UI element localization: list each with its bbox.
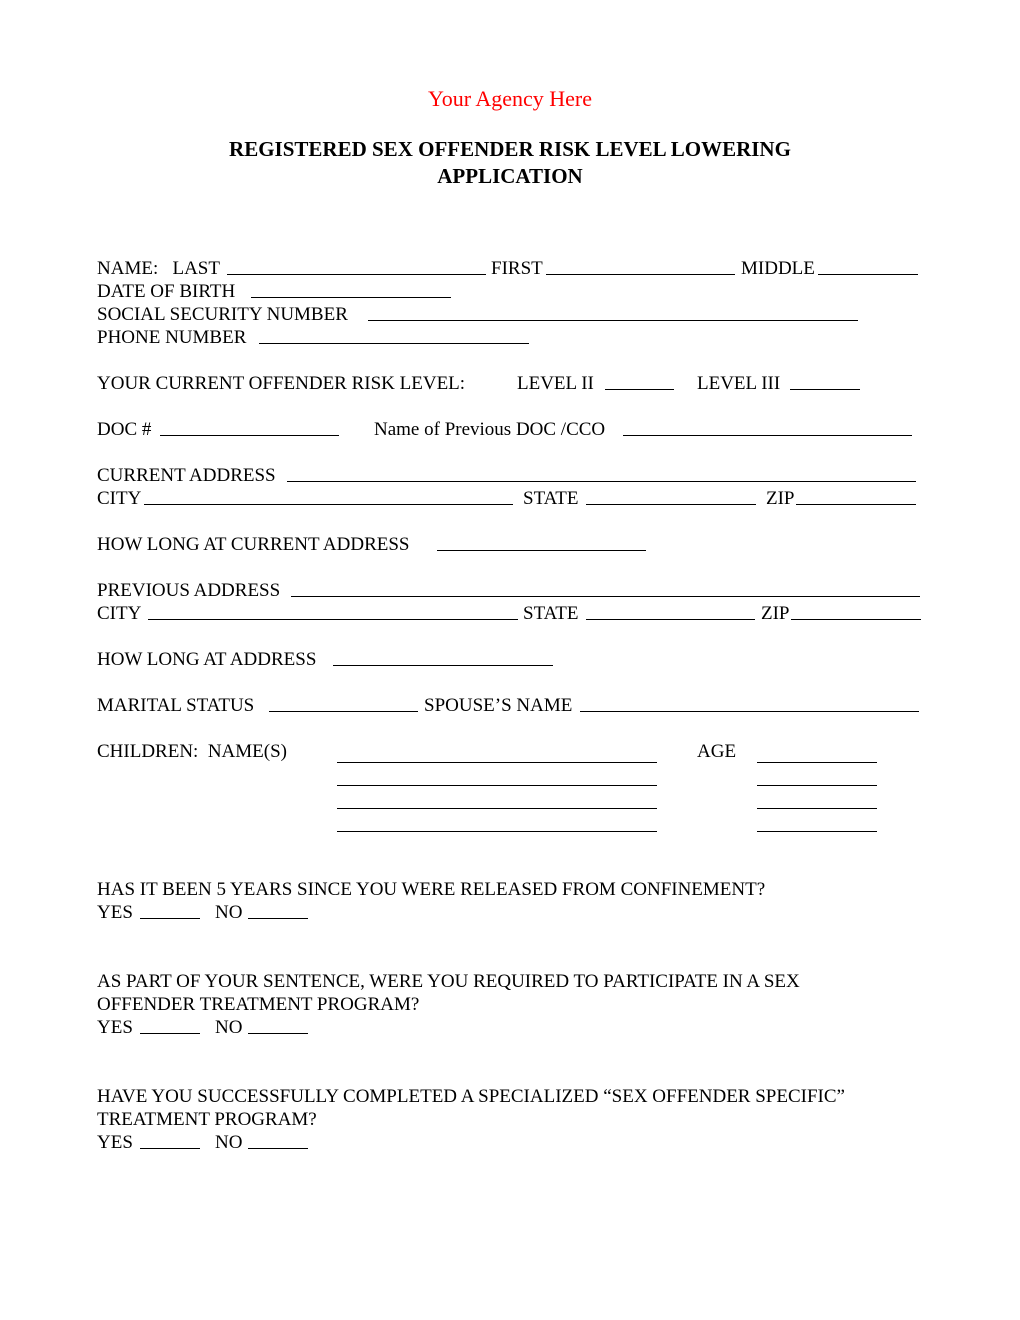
level-3-field[interactable] (790, 371, 860, 390)
age-label: AGE (697, 741, 737, 762)
current-state-label: STATE (523, 488, 579, 509)
current-address-label: CURRENT ADDRESS (97, 465, 276, 486)
current-address-field[interactable] (287, 463, 916, 482)
question-1-text: HAS IT BEEN 5 YEARS SINCE YOU WERE RELEASED FROM CONFINEMENT? (97, 879, 766, 900)
ssn-field[interactable] (368, 302, 858, 321)
agency-name: Your Agency Here (428, 86, 592, 111)
question-2-text-cont: OFFENDER TREATMENT PROGRAM? (97, 994, 420, 1015)
middle-name-label: MIDDLE (741, 258, 815, 279)
last-name-label: NAME: LAST (97, 258, 220, 279)
how-long-current-field[interactable] (437, 532, 646, 551)
spouse-name-field[interactable] (580, 693, 919, 712)
question-2-yes-label: YES (97, 1017, 133, 1038)
first-name-label: FIRST (491, 258, 543, 279)
current-city-label: CITY (97, 488, 142, 509)
current-zip-label: ZIP (766, 488, 795, 509)
previous-doc-field[interactable] (623, 417, 912, 436)
question-1-yes-field[interactable] (140, 900, 200, 919)
question-1-no-label: NO (215, 902, 243, 923)
level-2-field[interactable] (605, 371, 674, 390)
question-2-text: AS PART OF YOUR SENTENCE, WERE YOU REQUIRED TO PARTICIPATE IN A SEX (97, 971, 800, 992)
how-long-label: HOW LONG AT ADDRESS (97, 649, 317, 670)
previous-city-label: CITY (97, 603, 142, 624)
question-1-yes-label: YES (97, 902, 133, 923)
question-2-no-label: NO (215, 1017, 243, 1038)
spouse-name-label: SPOUSE’S NAME (424, 695, 573, 716)
previous-state-field[interactable] (586, 601, 755, 620)
dob-label: DATE OF BIRTH (97, 281, 236, 302)
dob-field[interactable] (251, 279, 451, 298)
previous-state-label: STATE (523, 603, 579, 624)
question-3-no-label: NO (215, 1132, 243, 1153)
doc-number-label: DOC # (97, 419, 152, 440)
form-title-line2: APPLICATION (437, 164, 583, 188)
question-2-no-field[interactable] (248, 1015, 308, 1034)
form-title-line1: REGISTERED SEX OFFENDER RISK LEVEL LOWERING (229, 137, 791, 161)
phone-label: PHONE NUMBER (97, 327, 247, 348)
marital-status-label: MARITAL STATUS (97, 695, 255, 716)
how-long-field[interactable] (333, 647, 553, 666)
previous-address-label: PREVIOUS ADDRESS (97, 580, 281, 601)
child-name-field[interactable] (337, 744, 657, 763)
first-name-field[interactable] (546, 256, 735, 275)
question-1-no-field[interactable] (248, 900, 308, 919)
question-2-yes-field[interactable] (140, 1015, 200, 1034)
risk-level-label: YOUR CURRENT OFFENDER RISK LEVEL: (97, 373, 466, 394)
middle-name-field[interactable] (818, 256, 918, 275)
children-label: CHILDREN: NAME(S) (97, 741, 287, 762)
phone-field[interactable] (259, 325, 529, 344)
question-3-yes-label: YES (97, 1132, 133, 1153)
child-name-field[interactable] (337, 790, 657, 809)
current-zip-field[interactable] (796, 486, 916, 505)
previous-city-field[interactable] (148, 601, 518, 620)
question-3-text: HAVE YOU SUCCESSFULLY COMPLETED A SPECIALIZED “SEX OFFENDER SPECIFIC” (97, 1086, 845, 1107)
child-age-field[interactable] (757, 790, 877, 809)
current-state-field[interactable] (586, 486, 756, 505)
ssn-label: SOCIAL SECURITY NUMBER (97, 304, 348, 325)
child-age-field[interactable] (757, 767, 877, 786)
child-name-field[interactable] (337, 767, 657, 786)
child-age-field[interactable] (757, 744, 877, 763)
marital-status-field[interactable] (269, 693, 418, 712)
question-3-text-cont: TREATMENT PROGRAM? (97, 1109, 317, 1130)
previous-zip-field[interactable] (791, 601, 921, 620)
question-3-yes-field[interactable] (140, 1130, 200, 1149)
previous-doc-label: Name of Previous DOC /CCO (374, 419, 606, 440)
previous-zip-label: ZIP (761, 603, 790, 624)
child-name-field[interactable] (337, 813, 657, 832)
doc-number-field[interactable] (160, 417, 339, 436)
question-3-no-field[interactable] (248, 1130, 308, 1149)
previous-address-field[interactable] (291, 578, 920, 597)
level-3-label: LEVEL III (697, 373, 781, 394)
how-long-current-label: HOW LONG AT CURRENT ADDRESS (97, 534, 410, 555)
current-city-field[interactable] (144, 486, 513, 505)
level-2-label: LEVEL II (517, 373, 594, 394)
child-age-field[interactable] (757, 813, 877, 832)
last-name-field[interactable] (227, 256, 486, 275)
